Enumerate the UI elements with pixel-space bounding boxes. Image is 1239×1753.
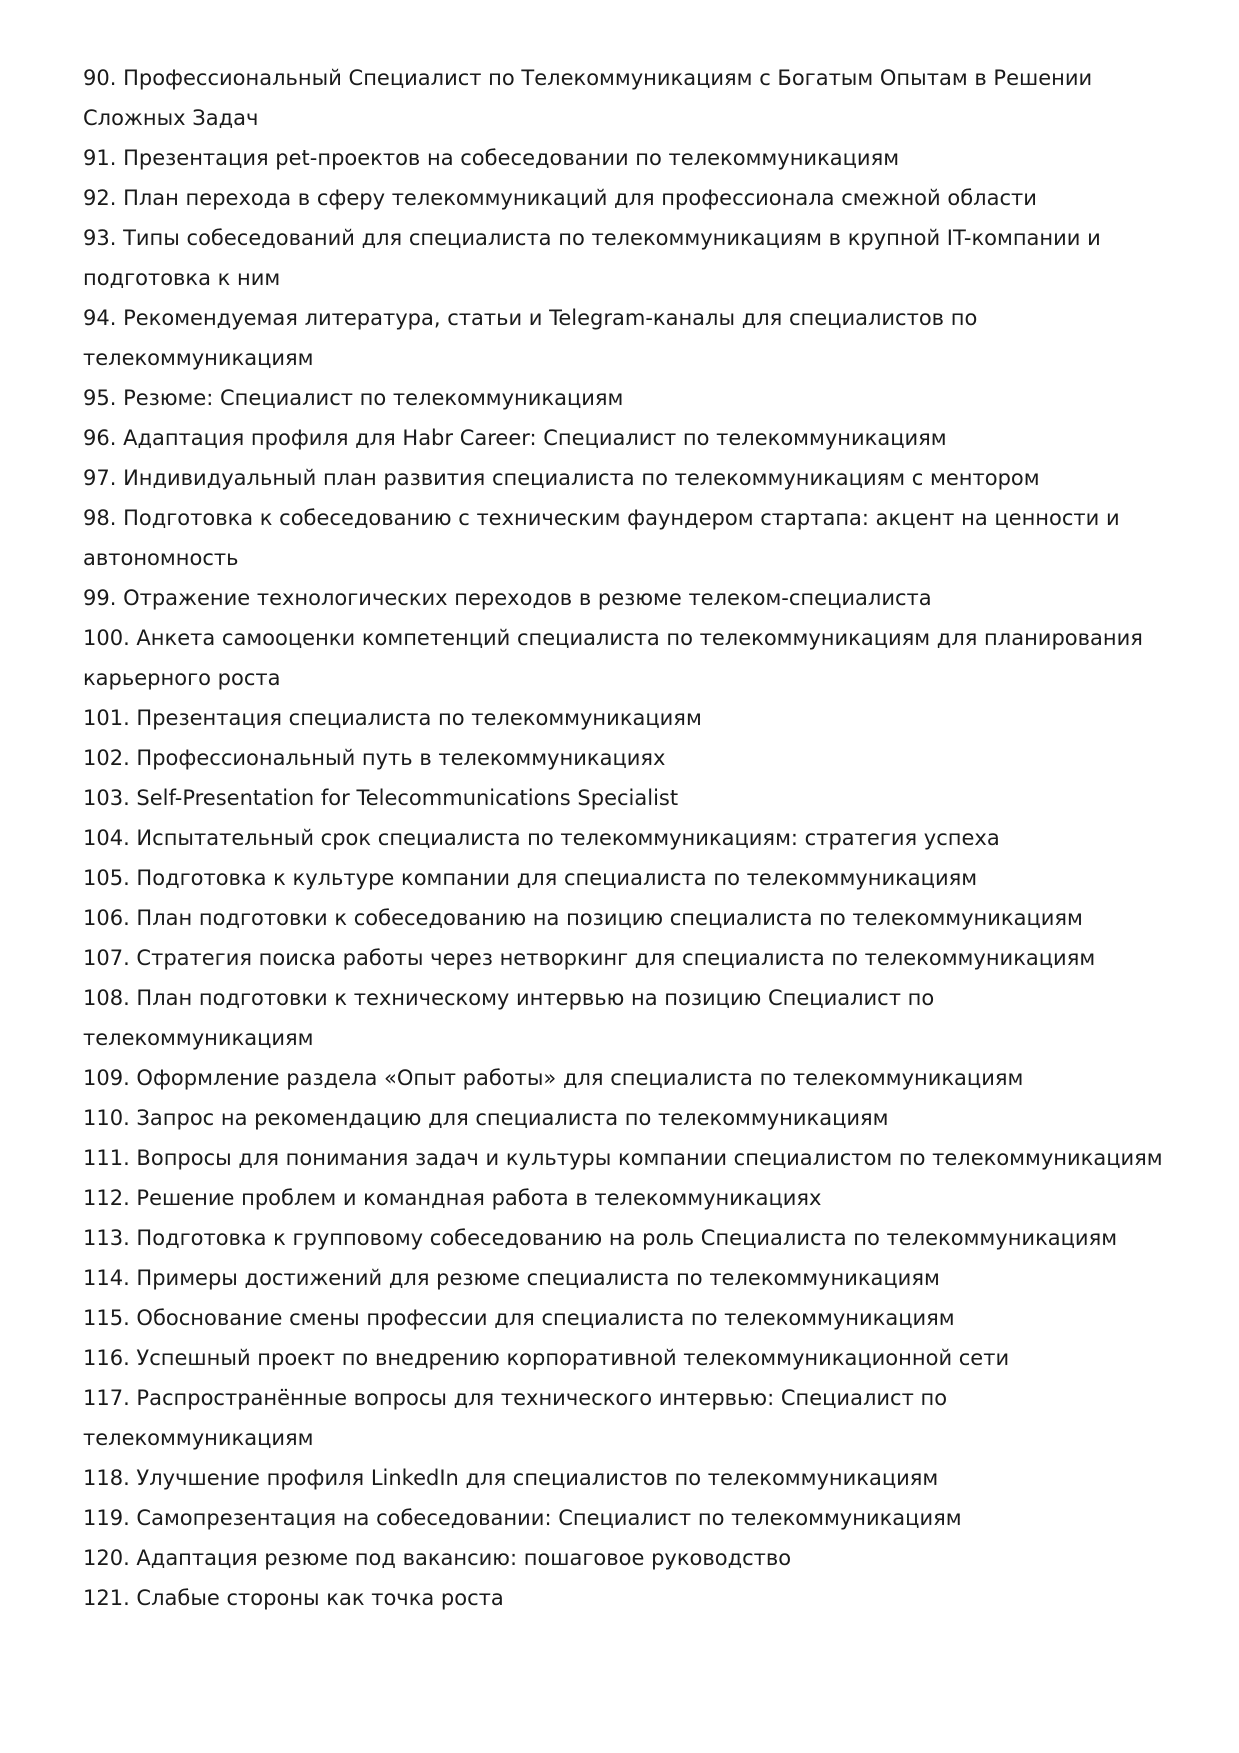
- list-item: 100. Анкета самооценки компетенций специалиста по телекоммуникациям для планирования карьерного роста: [83, 626, 1143, 690]
- list-item: 94. Рекомендуемая литература, статьи и Telegram-каналы для специалистов по телекоммуникациям: [83, 306, 978, 370]
- document-page: [83, 58, 1163, 1618]
- list-item: 117. Распространённые вопросы для технического интервью: Специалист по телекоммуникациям: [83, 1386, 948, 1450]
- list-item: 95. Резюме: Специалист по телекоммуникациям: [83, 386, 624, 410]
- list-item: 113. Подготовка к групповому собеседованию на роль Специалиста по телекоммуникациям: [83, 1226, 1118, 1250]
- list-item: 120. Адаптация резюме под вакансию: пошаговое руководство: [83, 1546, 792, 1570]
- list-item: 97. Индивидуальный план развития специалиста по телекоммуникациям с ментором: [83, 466, 1040, 490]
- list-item: 92. План перехода в сферу телекоммуникаций для профессионала смежной области: [83, 186, 1037, 210]
- list-item: 110. Запрос на рекомендацию для специалиста по телекоммуникациям: [83, 1106, 889, 1130]
- list-item: 121. Слабые стороны как точка роста: [83, 1586, 504, 1610]
- list-item: 111. Вопросы для понимания задач и культуры компании специалистом по телекоммуникациям: [83, 1146, 1163, 1170]
- list-item: 102. Профессиональный путь в телекоммуникациях: [83, 746, 666, 770]
- list-item: 90. Профессиональный Специалист по Телекоммуникациям с Богатым Опытам в Решении Сложных Задач: [83, 66, 1093, 130]
- list-item: 116. Успешный проект по внедрению корпоративной телекоммуникационной сети: [83, 1346, 1010, 1370]
- list-item: 104. Испытательный срок специалиста по телекоммуникациям: стратегия успеха: [83, 826, 1000, 850]
- list-item: 112. Решение проблем и командная работа в телекоммуникациях: [83, 1186, 822, 1210]
- list-item: 91. Презентация pet-проектов на собеседовании по телекоммуникациям: [83, 146, 900, 170]
- list-item: 96. Адаптация профиля для Habr Career: Специалист по телекоммуникациям: [83, 426, 947, 450]
- list-item: 118. Улучшение профиля LinkedIn для специалистов по телекоммуникациям: [83, 1466, 939, 1490]
- list-item: 105. Подготовка к культуре компании для специалиста по телекоммуникациям: [83, 866, 978, 890]
- list-item: 103. Self-Presentation for Telecommunications Specialist: [83, 786, 679, 810]
- list-item: 119. Самопрезентация на собеседовании: Специалист по телекоммуникациям: [83, 1506, 962, 1530]
- list-item: 101. Презентация специалиста по телекоммуникациям: [83, 706, 702, 730]
- list-item: 93. Типы собеседований для специалиста по телекоммуникациям в крупной IT-компании и подготовка к ним: [83, 226, 1101, 290]
- list-item: 99. Отражение технологических переходов в резюме телеком-специалиста: [83, 586, 932, 610]
- list-item: 106. План подготовки к собеседованию на позицию специалиста по телекоммуникациям: [83, 906, 1083, 930]
- list-item: 115. Обоснование смены профессии для специалиста по телекоммуникациям: [83, 1306, 955, 1330]
- list-item: 109. Оформление раздела «Опыт работы» для специалиста по телекоммуникациям: [83, 1066, 1024, 1090]
- list-item: 98. Подготовка к собеседованию с техническим фаундером стартапа: акцент на ценности и автономность: [83, 506, 1120, 570]
- list-item: 114. Примеры достижений для резюме специалиста по телекоммуникациям: [83, 1266, 940, 1290]
- list-item: 108. План подготовки к техническому интервью на позицию Специалист по телекоммуникациям: [83, 986, 935, 1050]
- list-item: 107. Стратегия поиска работы через нетворкинг для специалиста по телекоммуникациям: [83, 946, 1096, 970]
